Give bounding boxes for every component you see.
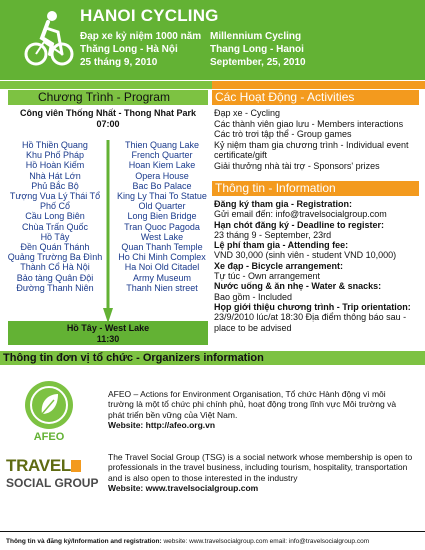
info-label: Họp giới thiệu chương trình - Trip orientation: [214, 301, 411, 312]
afeo-logo [22, 378, 76, 444]
route-stop: Khu Phố Pháp [25, 150, 85, 161]
program-start [8, 108, 208, 130]
tsg-square-icon [71, 460, 81, 472]
route-stop: Long Bien Bridge [127, 211, 197, 222]
route-arrow-icon [103, 140, 113, 325]
organizers-header: Thông tin đơn vị tổ chức - Organizers information [0, 351, 425, 365]
banner-line-vi: Đạp xe kỷ niệm 1000 năm [80, 31, 202, 42]
info-label: Đăng ký tham gia - Registration: [214, 199, 353, 209]
route-stop: French Quarter [131, 150, 193, 161]
route-stop: Chùa Trấn Quốc [21, 221, 89, 232]
information-list [214, 199, 419, 333]
route-stop: Nhà Hát Lớn [29, 170, 81, 181]
end-time: 11:30 [96, 334, 120, 344]
activity-item: Đạp xe - Cycling [214, 108, 281, 118]
activities-list [214, 108, 419, 172]
activity-item: Các trò trơi tập thể - Group games [214, 129, 352, 140]
info-label: Xe đạp - Bicycle arrangement: [214, 260, 344, 271]
route-stop: Bac Bo Palace [132, 180, 192, 191]
route-stop: Cầu Long Biên [25, 211, 85, 222]
route-stop: Ho Chi Minh Complex [118, 252, 206, 263]
info-value: Bao gồm - Included [214, 291, 293, 302]
route-list-en [114, 140, 210, 293]
activity-item: Giải thưởng nhà tài trợ - Sponsors' prizes [214, 160, 380, 171]
route-stop: Phố Cổ [39, 201, 71, 212]
route-stop: Thành Cổ Hà Nội [20, 262, 90, 273]
start-time: 07:00 [96, 119, 120, 129]
program-header: Chương Trình - Program [8, 90, 208, 105]
afeo-logo-text: AFEO [33, 431, 65, 443]
route-stop: Old Quarter [138, 201, 186, 212]
program-end [8, 321, 208, 345]
activity-item: Kỷ niệm tham gia chương trình - Individual event certificate/gift [214, 139, 409, 161]
route-stop: Quảng Trường Ba Đình [7, 252, 103, 263]
route-stop: Bảo tàng Quân Đội [16, 272, 94, 283]
tsg-text: The Travel Social Group (TSG) is a social network whose membership is open to professionals in the travel business, including tourism, hospitality, transportation and is also open to those interested in the industry [108, 452, 413, 483]
route-stop: Đường Thanh Niên [16, 282, 94, 293]
info-value: 23 tháng 9 - September, 23rd [214, 229, 332, 240]
route-stop: Đền Quán Thánh [20, 242, 90, 253]
start-place: Công viên Thống Nhất - Thong Nhat Park [20, 108, 196, 118]
route-stop: King Ly Thai To Statue [117, 191, 207, 202]
tsg-website-link[interactable]: Website: www.travelsocialgroup.com [108, 483, 259, 494]
header-banner [0, 0, 425, 80]
route-stop: Hồ Hoàn Kiếm [25, 160, 85, 171]
info-label: Hạn chót đăng ký - Deadline to register: [214, 219, 385, 230]
banner-line-en: Thang Long - Hanoi [210, 44, 304, 55]
route-stop: Hoan Kiem Lake [128, 160, 196, 171]
route-stop: West Lake [140, 231, 184, 242]
route-stop: Ha Noi Old Citadel [124, 262, 200, 273]
info-value: 23/9/2010 lúc/at 18:30 Địa điểm thông báo sau - place to be advised [214, 312, 407, 333]
route-stop: Quan Thanh Temple [121, 242, 203, 253]
info-value: Gửi email đến: info@travelsocialgroup.com [214, 209, 387, 220]
end-place: Hồ Tây - West Lake [66, 323, 150, 333]
afeo-text: AFEO – Actions for Environment Organisation, Tổ chức Hành động vì môi trường là một tổ chức phi chính phủ, hoạt động trong lĩnh vực Môi trường và phát triển bền vững của Việt Nam. [108, 389, 397, 420]
footer-divider [0, 531, 425, 532]
footer-text: website: www.travelsocialgroup.com email: info@travelsocialgroup.com [163, 538, 370, 545]
information-header: Thông tin - Information [212, 181, 419, 196]
info-label: Lệ phí tham gia - Attending fee: [214, 240, 349, 251]
route-stop: Tran Quoc Pagoda [124, 221, 200, 232]
footer-label: Thông tin và đăng ký/Information and registration: [6, 538, 162, 545]
route-stop: Hồ Thiền Quang [22, 140, 88, 150]
route-stop: Hồ Tây [40, 231, 70, 242]
divider-stripe-green [0, 81, 212, 89]
tsg-description [108, 452, 413, 494]
route-stop: Army Museum [132, 272, 191, 283]
tsg-logo-line2: SOCIAL GROUP [6, 476, 99, 490]
banner-line-en: Millennium Cycling [210, 31, 302, 42]
cyclist-icon [24, 6, 74, 72]
banner-line-en: September, 25, 2010 [210, 57, 306, 68]
route-stop: Tượng Vua Lý Thái Tổ [9, 191, 101, 202]
banner-line-vi: Thăng Long - Hà Nội [80, 44, 178, 55]
divider-stripe-orange [212, 81, 425, 89]
route-list-vi [6, 140, 104, 293]
activity-item: Các thành viên giao lưu - Members interactions [214, 118, 404, 129]
footer [6, 538, 369, 545]
info-label: Nước uống & ăn nhẹ - Water & snacks: [214, 281, 382, 292]
afeo-description [108, 389, 413, 431]
activities-header: Các Hoạt Động - Activities [212, 90, 419, 105]
tsg-logo [6, 456, 102, 496]
route-stop: Thien Quang Lake [124, 140, 200, 150]
banner-line-vi: 25 tháng 9, 2010 [80, 57, 158, 68]
afeo-website-link[interactable]: Website: http://afeo.org.vn [108, 420, 216, 431]
event-title: HANOI CYCLING [80, 6, 219, 25]
route-stop: Thanh Nien street [126, 282, 198, 293]
route-stop: Opera House [135, 170, 189, 181]
route-stop: Phủ Bắc Bộ [31, 180, 79, 191]
info-value: Tự túc - Own arrangement [214, 271, 321, 282]
info-value: VND 30,000 (sinh viên - student VND 10,000) [214, 250, 397, 261]
tsg-logo-line1: TRAVEL [6, 456, 81, 476]
